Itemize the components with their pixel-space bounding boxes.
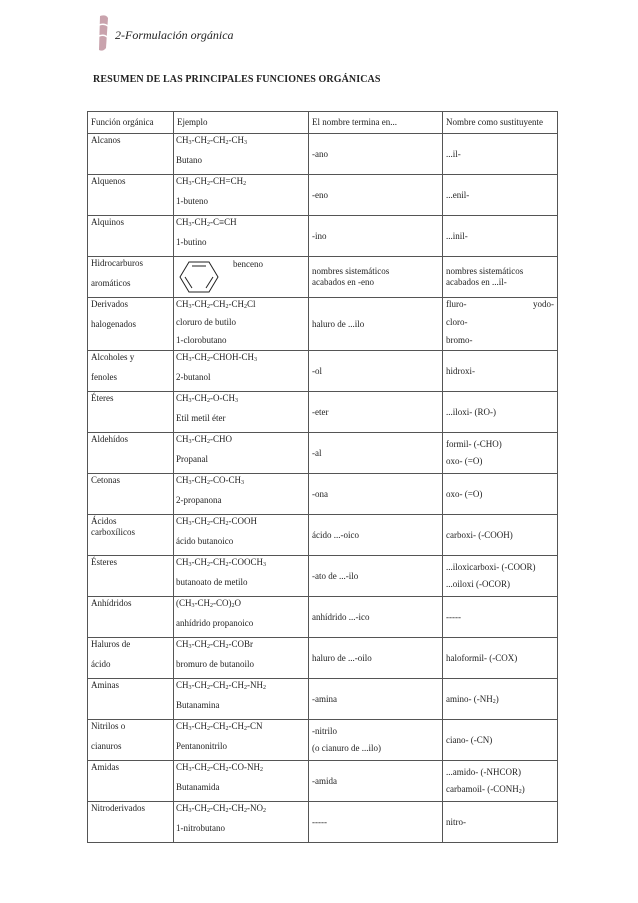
- substituent-text: ...amido- (-NHCOR): [446, 767, 521, 777]
- formula: $CH_3-CH_2-CH_2$-COOH: [176, 516, 258, 527]
- ending-cell: [309, 597, 443, 638]
- substituent-cell: [443, 802, 558, 843]
- ending-text: -ol: [312, 365, 322, 376]
- example-name: 1-butino: [176, 237, 207, 247]
- example-name: Butanamida: [176, 782, 220, 792]
- substituent-text: yodo-: [533, 299, 554, 309]
- column-header: Función orgánica: [88, 112, 174, 134]
- function-cell: [88, 597, 174, 638]
- column-header: Nombre como sustituyente: [443, 112, 558, 134]
- example-name: cloruro de butilo: [176, 317, 236, 327]
- function-name: ácido: [91, 659, 111, 669]
- function-name: Nitroderivados: [91, 803, 145, 813]
- column-header: El nombre termina en...: [309, 112, 443, 134]
- table-row: [88, 216, 558, 257]
- example-cell: [174, 216, 309, 257]
- substituent-cell: [443, 257, 558, 298]
- example-cell: [174, 134, 309, 175]
- example-cell: [174, 556, 309, 597]
- substituent-cell: [443, 392, 558, 433]
- formula: $CH_3-CH_2-CH=CH_2$: [176, 176, 247, 187]
- function-cell: [88, 474, 174, 515]
- ending-cell: [309, 257, 443, 298]
- function-cell: [88, 433, 174, 474]
- example-name: ácido butanoico: [176, 536, 234, 546]
- example-cell: [174, 351, 309, 392]
- formula: $CH_3-CH_2-CH_2-CO-NH_2$: [176, 762, 264, 773]
- function-name: Derivados: [91, 299, 128, 309]
- formula: $CH_3-CH_2-CH_2-CH_2Cl$: [176, 299, 256, 310]
- substituent-text: carbamoil- $(-CONH_2)$: [446, 784, 525, 795]
- substituent-text: haloformil- (-COX): [446, 652, 518, 663]
- table-row: [88, 761, 558, 802]
- function-cell: [88, 351, 174, 392]
- benzene-ring-icon: [179, 260, 219, 294]
- substituent-text: ...iloxicarboxi- (-COOR): [446, 562, 536, 572]
- substituent-cell: [443, 351, 558, 392]
- ending-cell: [309, 433, 443, 474]
- ending-text: -eter: [312, 406, 329, 417]
- substituent-cell: [443, 298, 558, 351]
- substituent-text: ciano- (-CN): [446, 734, 493, 745]
- function-name: Ésteres: [91, 557, 117, 567]
- ending-cell: [309, 474, 443, 515]
- formula: $CH_3-CH_2-CH_2-CH_2-NH_2$: [176, 680, 267, 691]
- ending-text: anhídrido ...-ico: [312, 611, 370, 622]
- substituent-text: nitro-: [446, 816, 466, 827]
- substituent-text: cloro-: [446, 317, 468, 327]
- table-row: [88, 597, 558, 638]
- ending-text: nombres sistemáticos: [312, 266, 390, 276]
- function-name: Aldehídos: [91, 434, 128, 444]
- example-cell: [174, 802, 309, 843]
- function-name: fenoles: [91, 372, 117, 382]
- function-name: Haluros de: [91, 639, 131, 649]
- example-cell: [174, 638, 309, 679]
- ending-text: -amida: [312, 775, 337, 786]
- function-cell: [88, 298, 174, 351]
- table-row: [88, 257, 558, 298]
- ending-text: acabados en -eno: [312, 277, 374, 287]
- ending-text: -al: [312, 447, 322, 458]
- example-cell: [174, 175, 309, 216]
- function-name: Alquenos: [91, 176, 126, 186]
- function-name: Cetonas: [91, 475, 120, 485]
- substituent-text: formil- (-CHO): [446, 439, 502, 449]
- function-name: Nitrilos o: [91, 721, 126, 731]
- ending-cell: [309, 298, 443, 351]
- substituent-text: -----: [446, 611, 461, 622]
- example-name: 1-clorobutano: [176, 335, 227, 345]
- function-name: Éteres: [91, 393, 114, 403]
- substituent-text: ...il-: [446, 148, 461, 159]
- header-text: 2-Formulación orgánica: [115, 28, 234, 42]
- table-row: [88, 433, 558, 474]
- table-row: [88, 298, 558, 351]
- function-name: Alcanos: [91, 135, 121, 145]
- function-name: Hidrocarburos: [91, 258, 143, 268]
- ending-text: haluro de ...-oilo: [312, 652, 372, 663]
- formula: $CH_3-CH_2-CH_2$-COBr: [176, 639, 254, 650]
- function-cell: [88, 761, 174, 802]
- function-name: Aminas: [91, 680, 119, 690]
- table-row: [88, 392, 558, 433]
- example-cell: [174, 720, 309, 761]
- example-cell: [174, 257, 309, 298]
- function-cell: [88, 175, 174, 216]
- substituent-cell: [443, 134, 558, 175]
- example-name: Propanal: [176, 454, 208, 464]
- table-row: [88, 679, 558, 720]
- function-name: carboxílicos: [91, 527, 135, 537]
- table-row: [88, 556, 558, 597]
- function-name: Amidas: [91, 762, 119, 772]
- function-cell: [88, 392, 174, 433]
- function-name: Alcoholes y: [91, 352, 135, 362]
- substituent-cell: [443, 556, 558, 597]
- substituent-text: ...oiloxi (-OCOR): [446, 579, 510, 589]
- ending-cell: [309, 216, 443, 257]
- example-name: butanoato de metilo: [176, 577, 248, 587]
- substituent-cell: [443, 679, 558, 720]
- ending-cell: [309, 720, 443, 761]
- function-name: aromáticos: [91, 278, 131, 288]
- function-cell: [88, 679, 174, 720]
- formula: $CH_3-CH_2-CH_2-CH_3$: [176, 135, 248, 146]
- example-cell: [174, 392, 309, 433]
- substituent-cell: [443, 175, 558, 216]
- formula: $CH_3-CH_2-CO-CH_3$: [176, 475, 245, 486]
- formula: $CH_3-CH_2-CH_2-CH_2-CN$: [176, 721, 263, 732]
- substituent-cell: [443, 474, 558, 515]
- example-name: 2-propanona: [176, 495, 222, 505]
- ending-text: -ato de ...-ilo: [312, 570, 359, 581]
- document-title: RESUMEN DE LAS PRINCIPALES FUNCIONES ORGÁNICAS: [93, 74, 381, 85]
- example-name: anhídrido propanoico: [176, 618, 254, 628]
- ending-text: -ona: [312, 488, 328, 499]
- table-row: [88, 515, 558, 556]
- function-cell: [88, 134, 174, 175]
- example-name: 2-butanol: [176, 372, 211, 382]
- function-cell: [88, 515, 174, 556]
- ending-cell: [309, 351, 443, 392]
- ending-text: (o cianuro de ...ilo): [312, 743, 381, 753]
- example-cell: [174, 761, 309, 802]
- ending-cell: [309, 392, 443, 433]
- function-cell: [88, 216, 174, 257]
- ending-text: haluro de ...ilo: [312, 318, 365, 329]
- substituent-text: fluro-: [446, 299, 467, 309]
- example-name: bromuro de butanoilo: [176, 659, 254, 669]
- ending-cell: [309, 134, 443, 175]
- substituent-cell: [443, 638, 558, 679]
- ending-cell: [309, 638, 443, 679]
- example-name: Butano: [176, 155, 202, 165]
- function-cell: [88, 720, 174, 761]
- function-name: Ácidos: [91, 516, 117, 526]
- functions-table: [87, 111, 558, 843]
- function-name: Alquinos: [91, 217, 125, 227]
- substituent-cell: [443, 515, 558, 556]
- formula: $CH_3-CH_2-CHOH-CH_3$: [176, 352, 258, 363]
- column-header: Ejemplo: [174, 112, 309, 134]
- ending-cell: [309, 556, 443, 597]
- substituent-text: ...inil-: [446, 230, 468, 241]
- ending-text: -ano: [312, 148, 328, 159]
- table-row: [88, 720, 558, 761]
- example-name: Etil metil éter: [176, 413, 226, 423]
- substituent-text: ...enil-: [446, 189, 470, 200]
- substituent-text: oxo- (=O): [446, 488, 483, 499]
- example-name: benceno: [233, 259, 263, 269]
- substituent-text: carboxi- (-COOH): [446, 529, 513, 540]
- example-cell: [174, 515, 309, 556]
- substituent-text: ...iloxi- (RO-): [446, 406, 496, 417]
- substituent-cell: [443, 216, 558, 257]
- table-row: [88, 802, 558, 843]
- example-name: 1-buteno: [176, 196, 208, 206]
- substituent-cell: [443, 720, 558, 761]
- table-row: [88, 474, 558, 515]
- formula: $CH_3-CH_2-C\equiv CH$: [176, 217, 237, 228]
- example-cell: [174, 679, 309, 720]
- function-name: cianuros: [91, 741, 122, 751]
- substituent-text: acabados en ...il-: [446, 277, 507, 287]
- substituent-text: nombres sistemáticos: [446, 266, 524, 276]
- example-cell: [174, 433, 309, 474]
- formula: $CH_3-CH_2-CH_2-COOCH_3$: [176, 557, 267, 568]
- ending-cell: [309, 679, 443, 720]
- formula: $CH_3-CH_2$-CHO: [176, 434, 233, 445]
- ending-cell: [309, 802, 443, 843]
- substituent-cell: [443, 761, 558, 802]
- ending-text: -eno: [312, 189, 328, 200]
- ending-cell: [309, 761, 443, 802]
- formula: $(CH_3-CH_2-CO)_2O$: [176, 598, 241, 609]
- example-cell: [174, 474, 309, 515]
- ending-text: -----: [312, 816, 327, 827]
- example-name: Pentanonitrilo: [176, 741, 227, 751]
- substituent-text: bromo-: [446, 335, 473, 345]
- ending-text: -ino: [312, 230, 327, 241]
- table-row: [88, 351, 558, 392]
- formula: $CH_3-CH_2-O-CH_3$: [176, 393, 239, 404]
- formula: $CH_3-CH_2-CH_2-CH_2-NO_2$: [176, 803, 267, 814]
- ending-text: -nitrilo: [312, 726, 337, 736]
- example-name: Butanamina: [176, 700, 220, 710]
- substituent-cell: [443, 433, 558, 474]
- function-name: halogenados: [91, 319, 136, 329]
- substituent-text: oxo- (=O): [446, 456, 483, 466]
- function-name: Anhídridos: [91, 598, 132, 608]
- table-row: [88, 134, 558, 175]
- example-name: 1-nitrobutano: [176, 823, 225, 833]
- function-cell: [88, 638, 174, 679]
- logo-icon: [97, 14, 109, 52]
- substituent-cell: [443, 597, 558, 638]
- substituent-text: hidroxi-: [446, 365, 475, 376]
- function-cell: [88, 257, 174, 298]
- table-row: [88, 638, 558, 679]
- ending-text: ácido ...-oico: [312, 529, 359, 540]
- example-cell: [174, 597, 309, 638]
- table-header-row: [88, 112, 558, 134]
- substituent-text: amino- $(-NH_2)$: [446, 693, 499, 705]
- function-cell: [88, 556, 174, 597]
- function-cell: [88, 802, 174, 843]
- example-cell: [174, 298, 309, 351]
- ending-text: -amina: [312, 693, 337, 704]
- ending-cell: [309, 175, 443, 216]
- table-row: [88, 175, 558, 216]
- ending-cell: [309, 515, 443, 556]
